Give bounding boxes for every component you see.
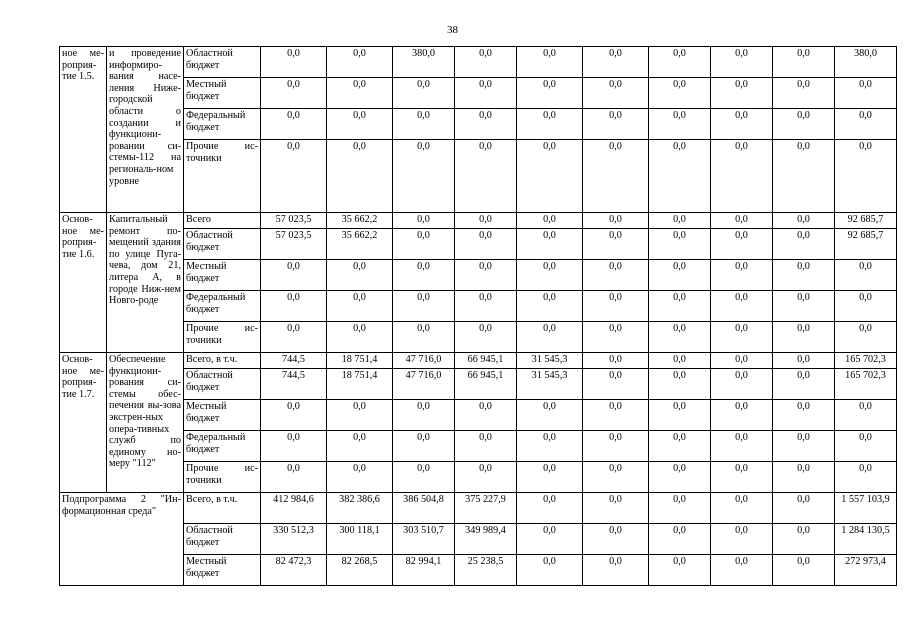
year-value: 0,0	[327, 47, 393, 78]
year-value: 0,0	[261, 431, 327, 462]
funding-source: Всего, в т.ч.	[184, 353, 261, 369]
year-value: 0,0	[583, 493, 649, 524]
year-value: 0,0	[517, 431, 583, 462]
year-value: 0,0	[583, 462, 649, 493]
table-row	[60, 493, 897, 524]
year-value: 0,0	[455, 431, 517, 462]
year-value: 0,0	[773, 555, 835, 586]
funding-source: Местный бюджет	[184, 78, 261, 109]
funding-source: Местный бюджет	[184, 400, 261, 431]
total-value: 165 702,3	[835, 353, 897, 369]
year-value: 0,0	[393, 78, 455, 109]
year-value: 0,0	[455, 400, 517, 431]
year-value: 0,0	[773, 493, 835, 524]
year-value: 330 512,3	[261, 524, 327, 555]
year-value: 0,0	[261, 109, 327, 140]
year-value: 0,0	[583, 524, 649, 555]
year-value: 0,0	[649, 322, 711, 353]
year-value: 0,0	[455, 109, 517, 140]
total-value: 0,0	[835, 140, 897, 213]
year-value: 0,0	[455, 78, 517, 109]
total-value: 0,0	[835, 322, 897, 353]
funding-source: Прочие ис-точники	[184, 462, 261, 493]
year-value: 0,0	[261, 291, 327, 322]
year-value: 0,0	[261, 78, 327, 109]
year-value: 744,5	[261, 369, 327, 400]
budget-table-body	[60, 47, 897, 586]
funding-source: Прочие ис-точники	[184, 140, 261, 213]
year-value: 0,0	[649, 291, 711, 322]
year-value: 66 945,1	[455, 353, 517, 369]
year-value: 0,0	[517, 78, 583, 109]
year-value: 0,0	[455, 213, 517, 229]
year-value: 0,0	[393, 213, 455, 229]
year-value: 0,0	[517, 524, 583, 555]
year-value: 0,0	[393, 462, 455, 493]
year-value: 0,0	[393, 260, 455, 291]
year-value: 57 023,5	[261, 229, 327, 260]
year-value: 0,0	[327, 109, 393, 140]
year-value: 0,0	[455, 291, 517, 322]
year-value: 0,0	[517, 109, 583, 140]
year-value: 47 716,0	[393, 369, 455, 400]
year-value: 386 504,8	[393, 493, 455, 524]
year-value: 0,0	[773, 431, 835, 462]
year-value: 0,0	[649, 78, 711, 109]
year-value: 0,0	[517, 462, 583, 493]
table-row	[60, 291, 897, 322]
year-value: 0,0	[773, 322, 835, 353]
year-value: 82 268,5	[327, 555, 393, 586]
year-value: 0,0	[773, 353, 835, 369]
year-value: 0,0	[711, 462, 773, 493]
year-value: 0,0	[711, 229, 773, 260]
year-value: 18 751,4	[327, 353, 393, 369]
year-value: 57 023,5	[261, 213, 327, 229]
year-value: 0,0	[711, 260, 773, 291]
year-value: 0,0	[393, 431, 455, 462]
table-row	[60, 353, 897, 369]
year-value: 31 545,3	[517, 353, 583, 369]
year-value: 47 716,0	[393, 353, 455, 369]
year-value: 0,0	[773, 260, 835, 291]
table-row	[60, 369, 897, 400]
year-value: 0,0	[393, 229, 455, 260]
year-value: 300 118,1	[327, 524, 393, 555]
year-value: 0,0	[261, 47, 327, 78]
year-value: 0,0	[583, 353, 649, 369]
year-value: 0,0	[393, 109, 455, 140]
year-value: 18 751,4	[327, 369, 393, 400]
funding-source: Областной бюджет	[184, 229, 261, 260]
funding-source: Местный бюджет	[184, 260, 261, 291]
table-row	[60, 431, 897, 462]
table-row	[60, 260, 897, 291]
year-value: 0,0	[583, 78, 649, 109]
year-value: 0,0	[327, 400, 393, 431]
year-value: 0,0	[649, 555, 711, 586]
total-value: 92 685,7	[835, 229, 897, 260]
year-value: 0,0	[649, 213, 711, 229]
year-value: 0,0	[583, 109, 649, 140]
budget-table	[59, 46, 897, 586]
activity-name: и проведение информиро-вания насе-ления Ниже-городской области о создании и функциони-ровании си-стемы-112 на региональ-ном уровне	[107, 47, 184, 213]
year-value: 0,0	[773, 291, 835, 322]
year-value: 0,0	[649, 462, 711, 493]
year-value: 0,0	[261, 462, 327, 493]
funding-source: Федеральный бюджет	[184, 109, 261, 140]
year-value: 0,0	[517, 400, 583, 431]
activity-name: Обеспечение функциони-рования си-стемы обес-печения вы-зова экстрен-ных опера-тивных служб по единому но-меру "112"	[107, 353, 184, 493]
table-row	[60, 47, 897, 78]
year-value: 0,0	[711, 47, 773, 78]
year-value: 0,0	[711, 140, 773, 213]
subprogram-name: Подпрограмма 2 "Ин-формационная среда"	[60, 493, 184, 586]
activity-name: Капитальный ремонт по-мещений здания по улице Пуга-чева, дом 21, литера А, в городе Ниж-нем Новго-роде	[107, 213, 184, 353]
total-value: 1 557 103,9	[835, 493, 897, 524]
year-value: 0,0	[261, 260, 327, 291]
year-value: 0,0	[455, 47, 517, 78]
year-value: 0,0	[773, 524, 835, 555]
year-value: 0,0	[711, 109, 773, 140]
year-value: 0,0	[517, 260, 583, 291]
year-value: 0,0	[649, 493, 711, 524]
funding-source: Областной бюджет	[184, 47, 261, 78]
year-value: 744,5	[261, 353, 327, 369]
funding-source: Федеральный бюджет	[184, 291, 261, 322]
year-value: 0,0	[583, 369, 649, 400]
funding-source: Всего, в т.ч.	[184, 493, 261, 524]
year-value: 0,0	[773, 109, 835, 140]
year-value: 0,0	[711, 431, 773, 462]
year-value: 0,0	[393, 400, 455, 431]
table-row	[60, 78, 897, 109]
funding-source: Областной бюджет	[184, 524, 261, 555]
year-value: 380,0	[393, 47, 455, 78]
year-value: 0,0	[649, 229, 711, 260]
year-value: 0,0	[711, 524, 773, 555]
year-value: 0,0	[261, 140, 327, 213]
year-value: 0,0	[711, 400, 773, 431]
year-value: 0,0	[711, 213, 773, 229]
activity-number: Основ-ное ме-роприя-тие 1.6.	[60, 213, 107, 353]
year-value: 0,0	[583, 47, 649, 78]
total-value: 0,0	[835, 291, 897, 322]
year-value: 0,0	[711, 369, 773, 400]
year-value: 0,0	[327, 260, 393, 291]
table-row	[60, 524, 897, 555]
activity-number: ное ме-роприя-тие 1.5.	[60, 47, 107, 213]
year-value: 82 472,3	[261, 555, 327, 586]
year-value: 0,0	[517, 291, 583, 322]
year-value: 303 510,7	[393, 524, 455, 555]
year-value: 0,0	[393, 140, 455, 213]
year-value: 0,0	[455, 462, 517, 493]
total-value: 272 973,4	[835, 555, 897, 586]
total-value: 0,0	[835, 260, 897, 291]
year-value: 0,0	[393, 322, 455, 353]
year-value: 0,0	[261, 322, 327, 353]
year-value: 35 662,2	[327, 229, 393, 260]
year-value: 0,0	[517, 555, 583, 586]
total-value: 0,0	[835, 109, 897, 140]
year-value: 0,0	[327, 322, 393, 353]
funding-source: Областной бюджет	[184, 369, 261, 400]
year-value: 349 989,4	[455, 524, 517, 555]
table-row	[60, 462, 897, 493]
year-value: 0,0	[393, 291, 455, 322]
year-value: 0,0	[583, 140, 649, 213]
year-value: 0,0	[583, 431, 649, 462]
year-value: 0,0	[327, 140, 393, 213]
year-value: 0,0	[649, 369, 711, 400]
year-value: 0,0	[583, 322, 649, 353]
year-value: 0,0	[327, 462, 393, 493]
year-value: 0,0	[455, 229, 517, 260]
year-value: 0,0	[583, 400, 649, 431]
year-value: 382 386,6	[327, 493, 393, 524]
funding-source: Прочие ис-точники	[184, 322, 261, 353]
year-value: 0,0	[649, 140, 711, 213]
year-value: 0,0	[455, 140, 517, 213]
year-value: 0,0	[711, 353, 773, 369]
funding-source: Местный бюджет	[184, 555, 261, 586]
year-value: 0,0	[711, 78, 773, 109]
year-value: 0,0	[583, 260, 649, 291]
table-row	[60, 109, 897, 140]
year-value: 0,0	[649, 47, 711, 78]
table-row	[60, 229, 897, 260]
year-value: 0,0	[517, 140, 583, 213]
year-value: 0,0	[455, 322, 517, 353]
year-value: 25 238,5	[455, 555, 517, 586]
year-value: 0,0	[517, 213, 583, 229]
year-value: 66 945,1	[455, 369, 517, 400]
year-value: 412 984,6	[261, 493, 327, 524]
total-value: 0,0	[835, 400, 897, 431]
funding-source: Всего	[184, 213, 261, 229]
year-value: 0,0	[711, 555, 773, 586]
total-value: 1 284 130,5	[835, 524, 897, 555]
year-value: 0,0	[517, 47, 583, 78]
page-number: 38	[447, 24, 458, 36]
table-row	[60, 322, 897, 353]
year-value: 0,0	[773, 400, 835, 431]
activity-number: Основ-ное ме-роприя-тие 1.7.	[60, 353, 107, 493]
total-value: 380,0	[835, 47, 897, 78]
year-value: 0,0	[327, 291, 393, 322]
year-value: 0,0	[327, 431, 393, 462]
year-value: 0,0	[327, 78, 393, 109]
year-value: 0,0	[773, 213, 835, 229]
year-value: 0,0	[649, 400, 711, 431]
year-value: 375 227,9	[455, 493, 517, 524]
year-value: 0,0	[711, 291, 773, 322]
year-value: 0,0	[773, 140, 835, 213]
year-value: 0,0	[455, 260, 517, 291]
year-value: 0,0	[517, 493, 583, 524]
year-value: 0,0	[649, 431, 711, 462]
year-value: 0,0	[583, 555, 649, 586]
year-value: 0,0	[649, 109, 711, 140]
total-value: 0,0	[835, 431, 897, 462]
year-value: 0,0	[711, 322, 773, 353]
year-value: 0,0	[583, 213, 649, 229]
table-row	[60, 400, 897, 431]
year-value: 0,0	[649, 353, 711, 369]
year-value: 0,0	[649, 524, 711, 555]
year-value: 0,0	[773, 47, 835, 78]
total-value: 92 685,7	[835, 213, 897, 229]
year-value: 0,0	[517, 322, 583, 353]
year-value: 0,0	[711, 493, 773, 524]
year-value: 0,0	[583, 291, 649, 322]
total-value: 0,0	[835, 78, 897, 109]
total-value: 165 702,3	[835, 369, 897, 400]
year-value: 0,0	[261, 400, 327, 431]
table-row	[60, 555, 897, 586]
year-value: 0,0	[583, 229, 649, 260]
table-row	[60, 140, 897, 213]
year-value: 0,0	[773, 78, 835, 109]
year-value: 35 662,2	[327, 213, 393, 229]
total-value: 0,0	[835, 462, 897, 493]
year-value: 0,0	[773, 369, 835, 400]
year-value: 82 994,1	[393, 555, 455, 586]
funding-source: Федеральный бюджет	[184, 431, 261, 462]
year-value: 0,0	[649, 260, 711, 291]
year-value: 0,0	[517, 229, 583, 260]
year-value: 0,0	[773, 229, 835, 260]
table-row	[60, 213, 897, 229]
year-value: 0,0	[773, 462, 835, 493]
year-value: 31 545,3	[517, 369, 583, 400]
